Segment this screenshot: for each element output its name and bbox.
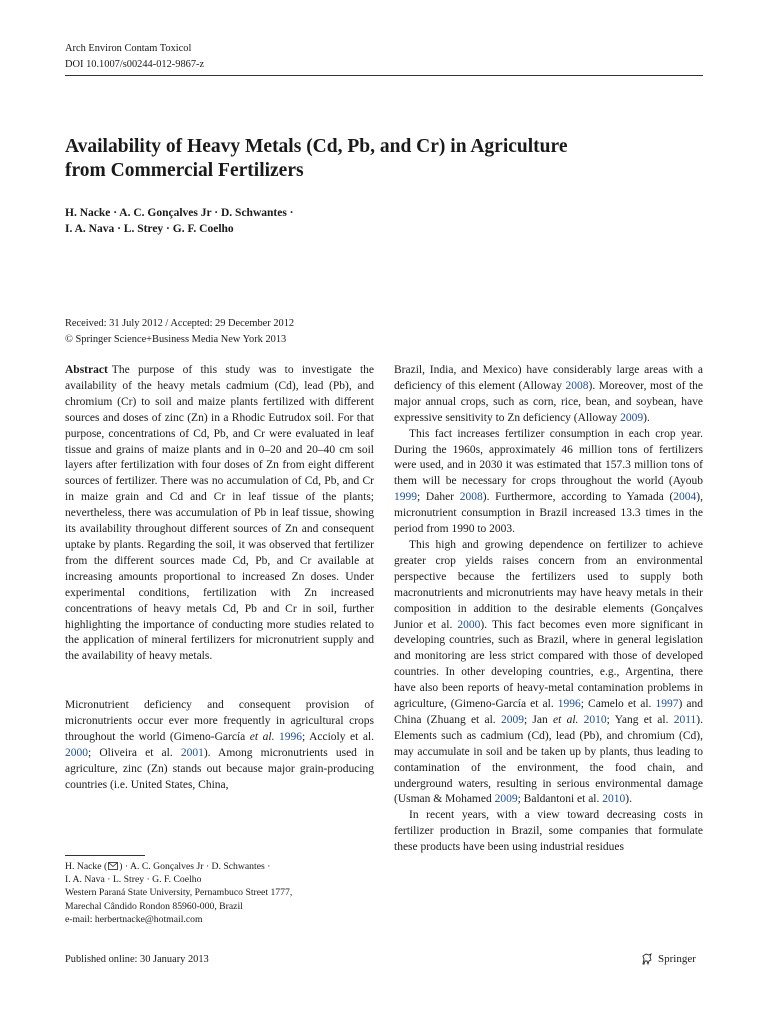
citation-link[interactable]: 2011 <box>673 713 697 726</box>
footnote-line-1: H. Nacke ( ) · A. C. Gonçalves Jr · D. Schwantes · <box>65 861 271 872</box>
journal-header <box>65 41 204 73</box>
abstract-heading: Abstract <box>65 364 108 376</box>
email-line[interactable]: e-mail: herbertnacke@hotmail.com <box>65 913 203 925</box>
authors-line-1: H. Nacke · A. C. Gonçalves Jr · D. Schwantes · <box>65 207 294 219</box>
citation-link[interactable]: 2010 <box>578 713 607 726</box>
copyright: © Springer Science+Business Media New York 2013 <box>65 334 287 345</box>
title-line-1: Availability of Heavy Metals (Cd, Pb, and Cr) in Agriculture <box>65 136 568 157</box>
body-paragraph-2: This fact increases fertilizer consumption in each crop year. During the 1960s, approximately 46 million tons of fertilizers were used, and in 2030 it was estimated that 157.3 million tons of them will be necessary for crops throughout the world (Ayoub 1999; Daher 2008). Furthermore, according to Yamada (2004), micronutrient consumption in Brazil increased 13.3 times in the period from 1990 to 2003. <box>394 427 703 536</box>
received-accepted: Received: 31 July 2012 / Accepted: 29 December 2012 <box>65 318 295 329</box>
header-rule <box>65 75 703 76</box>
citation-link[interactable]: 2008 <box>459 491 483 504</box>
citation-link[interactable]: 1999 <box>394 491 417 504</box>
published-online: Published online: 30 January 2013 <box>65 954 209 965</box>
abstract-text: The purpose of this study was to investigate the availability of the heavy metals cadmium (Cd), lead (Pb), and chromium (Cr) to soil and maize plants fertilized with different sources and doses of zinc (Zn) in a Rhodic Eutrudox soil. For that purpose, concentrations of Cd, Pb, and Cr were evaluated in leaf tissue and grains of maize plants and in 0–20 and 20–40 cm soil layers after fertilization with four doses of Zn from eight different sources of fertilizer. There was no accumulation of Cd, Pb, and Cr in maize grain and Cd and Cr in leaf tissue of the plants; nevertheless, there was accumulation of Pb in leaf tissue, showing its availability throughout different sources of Zn and consequent uptake by plants. Regarding the soil, it was observed that fertilizer from the different sources made Cd, Pb, and Cr available at increasing amounts proportional to increased Zn doses. Under experimental conditions, fertilization with Zn increased concentrations of heavy metals Cd, Pb and Cr in soil, further highlighting the importance of conducting more studies related to the application of mineral fertilizers for micronutrient supply and the availability of heavy metals. <box>65 364 374 663</box>
authors-line-2: I. A. Nava · L. Strey · G. F. Coelho <box>65 223 234 235</box>
left-column <box>65 363 374 794</box>
springer-horse-icon <box>640 952 654 966</box>
right-column <box>394 363 703 856</box>
citation-link[interactable]: 1996 <box>557 698 581 711</box>
footnote-rule <box>65 855 145 856</box>
envelope-icon <box>108 862 118 870</box>
citation-link[interactable]: 2010 <box>602 793 626 806</box>
article-title <box>65 135 685 183</box>
citation-link[interactable]: 1997 <box>655 698 679 711</box>
affiliation-footnote <box>65 860 374 926</box>
body-paragraph-4: In recent years, with a view toward decreasing costs in fertilizer production in Brazil, some companies that formulate these products have been using industrial residues <box>394 809 703 854</box>
journal-name: Arch Environ Contam Toxicol <box>65 43 192 54</box>
author-list <box>65 205 294 237</box>
citation-link[interactable]: 2009 <box>620 411 644 424</box>
citation-link[interactable]: 2008 <box>565 379 589 392</box>
publisher-name: Springer <box>658 953 696 965</box>
footnote-line-2: I. A. Nava · L. Strey · G. F. Coelho <box>65 874 202 886</box>
body-paragraph-3: This high and growing dependence on fertilizer to achieve greater crop yields raises concern from an environmental perspective because the fertilizers used to supply both macronutrients and micronutrients may have heavy metals in their composition in addition to the desirable elements (Gonçalves Junior et al. 2000). This fact becomes even more significant in developing countries, such as Brazil, where in general legislation and monitoring are less strict compared with those of developed countries. In other developing countries, e.g., Argentina, there have also been reports of heavy-metal contamination problems in agriculture, (Gimeno-García et al. 1996; Camelo et al. 1997) and China (Zhuang et al. 2009; Jan et al. 2010; Yang et al. 2011). Elements such as cadmium (Cd), lead (Pb), and chromium (Cd), may accumulate in soil and be taken up by plants, thus leading to contamination of the environment, the food chain, and underground waters, resulting in serious environmental damage (Usman & Mohamed 2009; Baldantoni et al. 2010). <box>394 538 704 806</box>
address-line: Marechal Cândido Rondon 85960-000, Brazil <box>65 900 243 912</box>
doi: DOI 10.1007/s00244-012-9867-z <box>65 59 205 70</box>
affiliation-line: Western Paraná State University, Pernambuco Street 1777, <box>65 887 293 899</box>
citation-link[interactable]: 2000 <box>457 618 481 631</box>
citation-link[interactable]: 2009 <box>494 793 518 806</box>
intro-paragraph: Micronutrient deficiency and consequent provision of micronutrients occur ever more frequently in agricultural crops throughout the world (Gimeno-García et al. 1996; Accioly et al. 2000; Oliveira et al. 2001). Among micronutrients used in agriculture, zinc (Zn) stands out because major grain-producing countries (i.e. United States, China, <box>65 699 374 791</box>
citation-link[interactable]: 1996 <box>274 731 302 744</box>
article-dates <box>65 316 294 348</box>
body-paragraph-1: Brazil, India, and Mexico) have considerably large areas with a deficiency of this element (Alloway 2008). Moreover, most of the major annual crops, such as corn, rice, bean, and soybean, have expressive sensitivity to Zn deficiency (Alloway 2009). <box>394 364 703 424</box>
publisher-logo <box>640 951 696 967</box>
citation-link[interactable]: 2000 <box>65 746 88 759</box>
abstract <box>65 363 374 665</box>
citation-link[interactable]: 2009 <box>500 713 524 726</box>
citation-link[interactable]: 2004 <box>673 491 697 504</box>
title-line-2: from Commercial Fertilizers <box>65 160 304 181</box>
citation-link[interactable]: 2001 <box>180 746 204 759</box>
